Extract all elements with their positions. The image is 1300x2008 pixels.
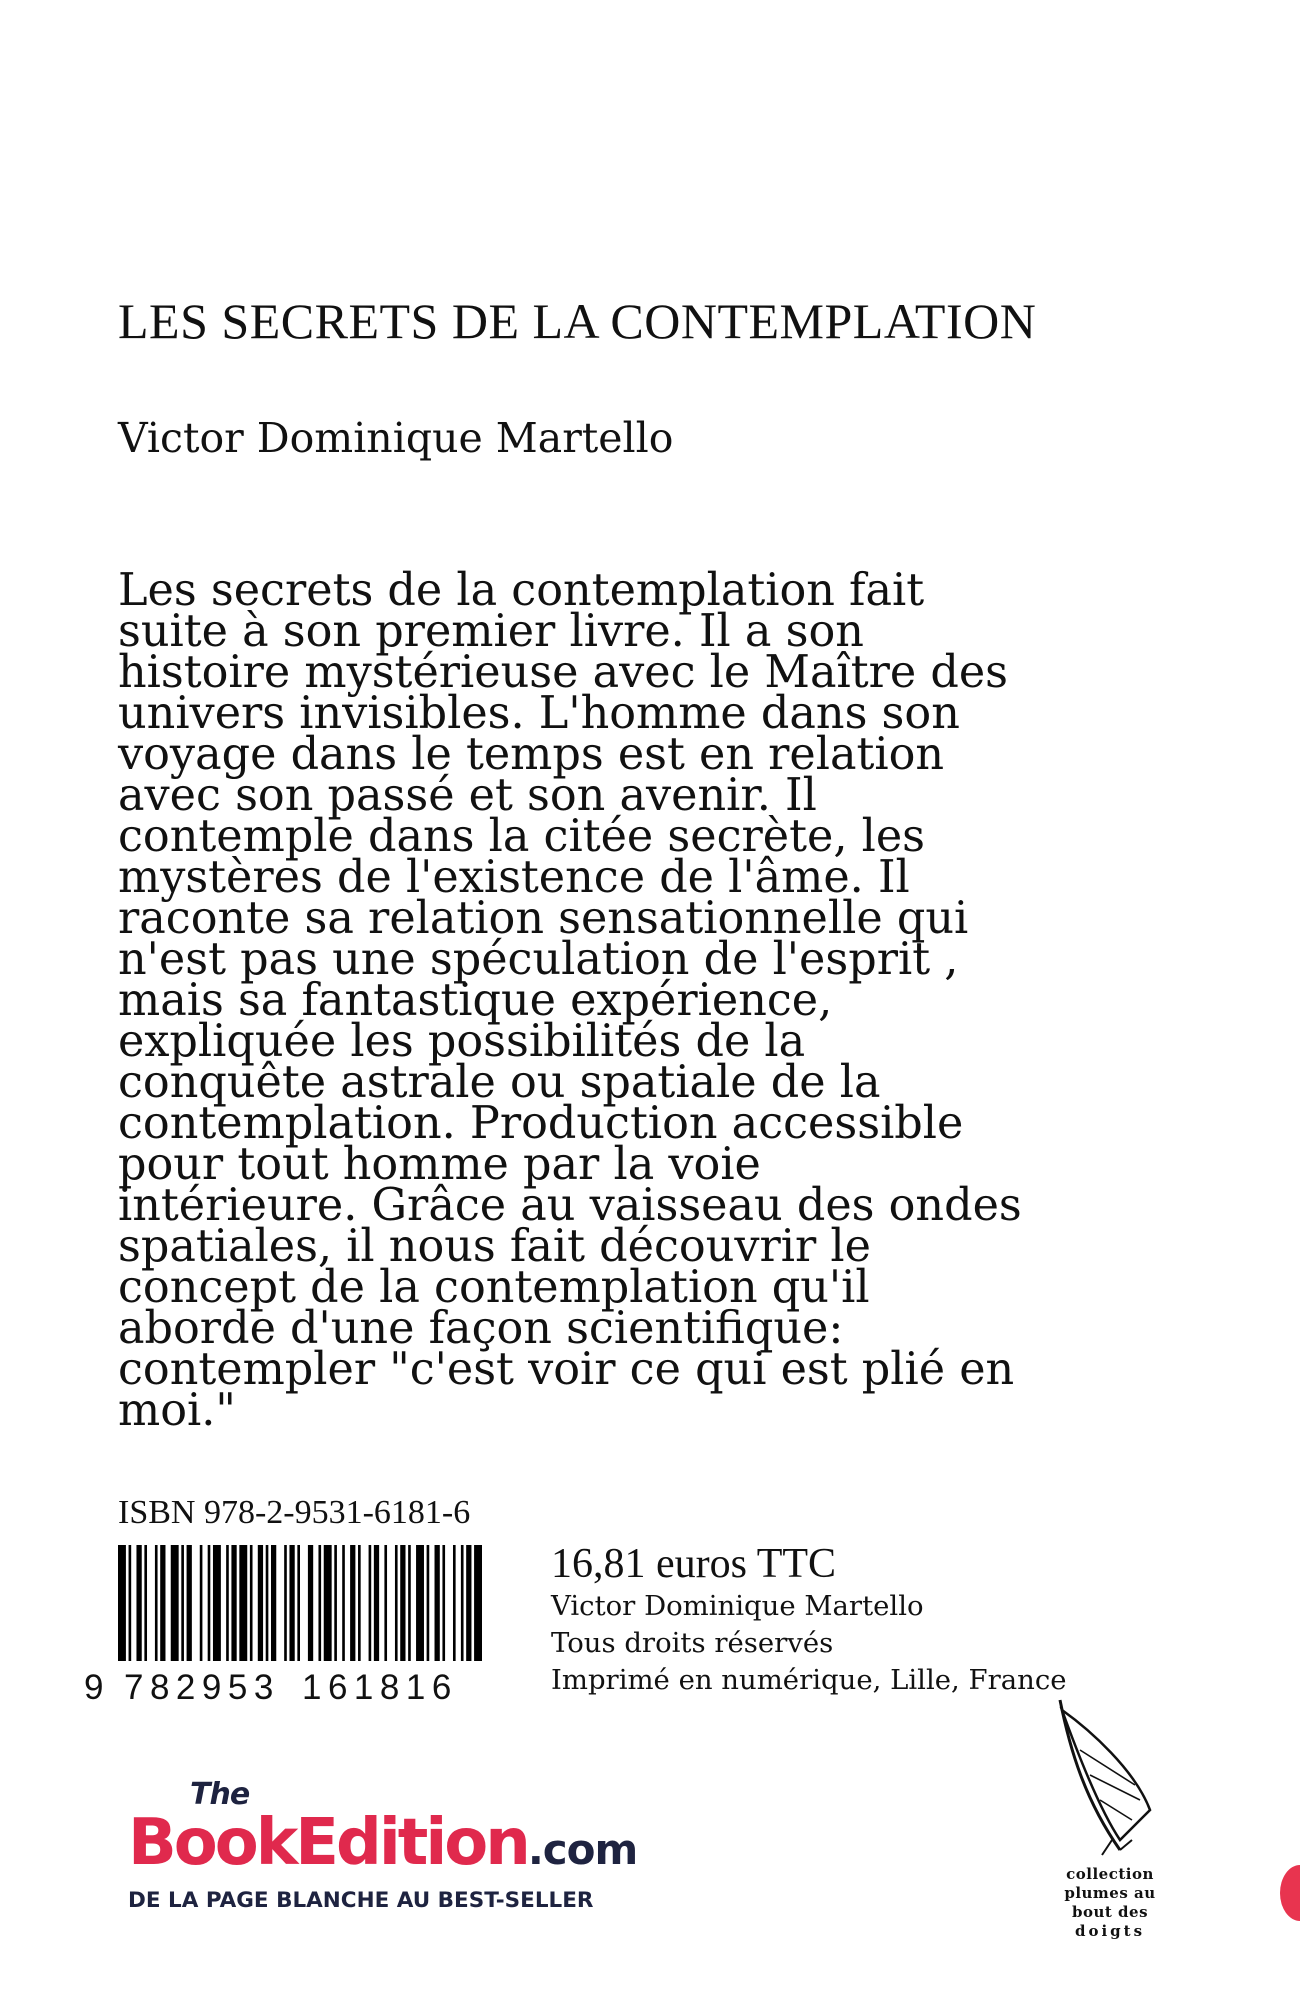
blurb-line: moi."	[118, 1385, 236, 1436]
barcode-bar	[213, 1545, 221, 1661]
barcode-bar	[308, 1545, 313, 1661]
blurb-line: histoire mystérieuse avec le Maître des	[118, 647, 1008, 698]
imprint-author: Victor Dominique Martello	[551, 1590, 924, 1622]
barcode-bar	[284, 1545, 287, 1661]
barcode-bar	[334, 1545, 337, 1661]
edge-decoration	[1280, 1865, 1300, 1921]
logo-com: .com	[527, 1825, 638, 1874]
barcode-bar	[258, 1545, 263, 1661]
logo-on: on	[444, 1806, 528, 1880]
blurb-line: Les secrets de la contemplation fait	[118, 565, 925, 616]
blurb-line: conquête astrale ou spatiale de la	[118, 1057, 881, 1108]
barcode-bar	[187, 1545, 192, 1661]
barcode-bar	[384, 1545, 387, 1661]
barcode-bar	[271, 1545, 276, 1661]
blurb-line: n'est pas une spéculation de l'esprit ,	[118, 934, 959, 985]
feather-quill-icon	[1040, 1690, 1180, 1860]
barcode-bar	[416, 1545, 424, 1661]
blurb-line: expliquée les possibilités de la	[118, 1016, 806, 1067]
barcode-bar	[289, 1545, 294, 1661]
barcode-bar	[442, 1545, 445, 1661]
logo-wordmark	[128, 1806, 637, 1887]
blurb-line: suite à son premier livre. Il a son	[118, 606, 864, 657]
barcode-bar	[136, 1545, 141, 1661]
barcode-bar	[144, 1545, 147, 1661]
blurb-line: aborde d'une façon scientifique:	[118, 1303, 844, 1354]
collection-mark	[1040, 1690, 1190, 1980]
book-author: Victor Dominique Martello	[118, 414, 674, 462]
barcode-bar	[297, 1545, 300, 1661]
collection-line-4: doigts	[1074, 1922, 1146, 1940]
blurb-line: contemple dans la citée secrète, les	[118, 811, 926, 862]
barcode-bar	[395, 1545, 398, 1661]
barcode-bar	[408, 1545, 411, 1661]
blurb-line: mais sa fantastique expérience,	[118, 975, 833, 1026]
publisher-logo	[128, 1777, 708, 1950]
barcode-bar	[181, 1545, 184, 1661]
blurb-line: mystères de l'existence de l'âme. Il	[118, 852, 910, 903]
isbn-label: ISBN 978-2-9531-6181-6	[118, 1494, 471, 1531]
price: 16,81 euros TTC	[551, 1541, 837, 1587]
price-block	[551, 1540, 1067, 1699]
imprint-rights: Tous droits réservés	[551, 1627, 834, 1659]
logo-book: BookEditi	[128, 1806, 445, 1880]
imprint-printed: Imprimé en numérique, Lille, France	[551, 1664, 1067, 1696]
barcode-bar	[369, 1545, 372, 1661]
blurb-line: spatiales, il nous fait découvrir le	[118, 1221, 871, 1272]
collection-line-3: bout des	[1071, 1903, 1149, 1921]
barcode-bar	[318, 1545, 321, 1661]
barcode-bar	[435, 1545, 440, 1661]
barcode-bar	[400, 1545, 405, 1661]
barcode-bar	[118, 1545, 126, 1661]
barcode-bar	[231, 1545, 236, 1661]
barcode	[118, 1545, 482, 1661]
barcode-bar	[200, 1545, 203, 1661]
barcode-bar	[160, 1545, 165, 1661]
blurb-line: avec son passé et son avenir. Il	[118, 770, 817, 821]
barcode-bar	[453, 1545, 456, 1661]
barcode-bar	[427, 1545, 430, 1661]
barcode-bar	[155, 1545, 158, 1661]
barcode-digit-group-right: 161816	[302, 1668, 458, 1707]
blurb-line: voyage dans le temps est en relation	[118, 729, 945, 780]
barcode-bar	[129, 1545, 132, 1661]
collection-label	[1040, 1865, 1180, 1941]
barcode-bar	[324, 1545, 332, 1661]
barcode-digit-group-left: 782953	[124, 1668, 280, 1707]
barcode-bar	[208, 1545, 211, 1661]
barcode-bar	[226, 1545, 229, 1661]
blurb	[118, 565, 1022, 1436]
barcode-digit-prefix: 9	[84, 1668, 104, 1707]
blurb-line: concept de la contemplation qu'il	[118, 1262, 870, 1313]
blurb-line: contempler "c'est voir ce qui est plié en	[118, 1344, 1015, 1395]
barcode-bar	[461, 1545, 464, 1661]
blurb-line: intérieure. Grâce au vaisseau des ondes	[118, 1180, 1022, 1231]
collection-line-1: collection	[1066, 1865, 1154, 1883]
blurb-line: pour tout homme par la voie	[118, 1139, 761, 1190]
barcode-bar	[350, 1545, 355, 1661]
barcode-bar	[250, 1545, 253, 1661]
book-title: LES SECRETS DE LA CONTEMPLATION	[118, 293, 1037, 349]
logo-the: The	[190, 1777, 250, 1812]
barcode-bar	[466, 1545, 471, 1661]
barcode-bar	[171, 1545, 179, 1661]
barcode-bar	[266, 1545, 269, 1661]
barcode-bar	[358, 1545, 361, 1661]
barcode-bar	[374, 1545, 379, 1661]
logo-tagline: DE LA PAGE BLANCHE AU BEST-SELLER	[128, 1888, 594, 1913]
blurb-line: raconte sa relation sensationnelle qui	[118, 893, 969, 944]
blurb-line: contemplation. Production accessible	[118, 1098, 964, 1149]
barcode-bar	[474, 1545, 482, 1661]
collection-line-2: plumes au	[1064, 1884, 1156, 1902]
barcode-bar	[239, 1545, 247, 1661]
barcode-bar	[342, 1545, 345, 1661]
blurb-line: univers invisibles. L'homme dans son	[118, 688, 960, 739]
